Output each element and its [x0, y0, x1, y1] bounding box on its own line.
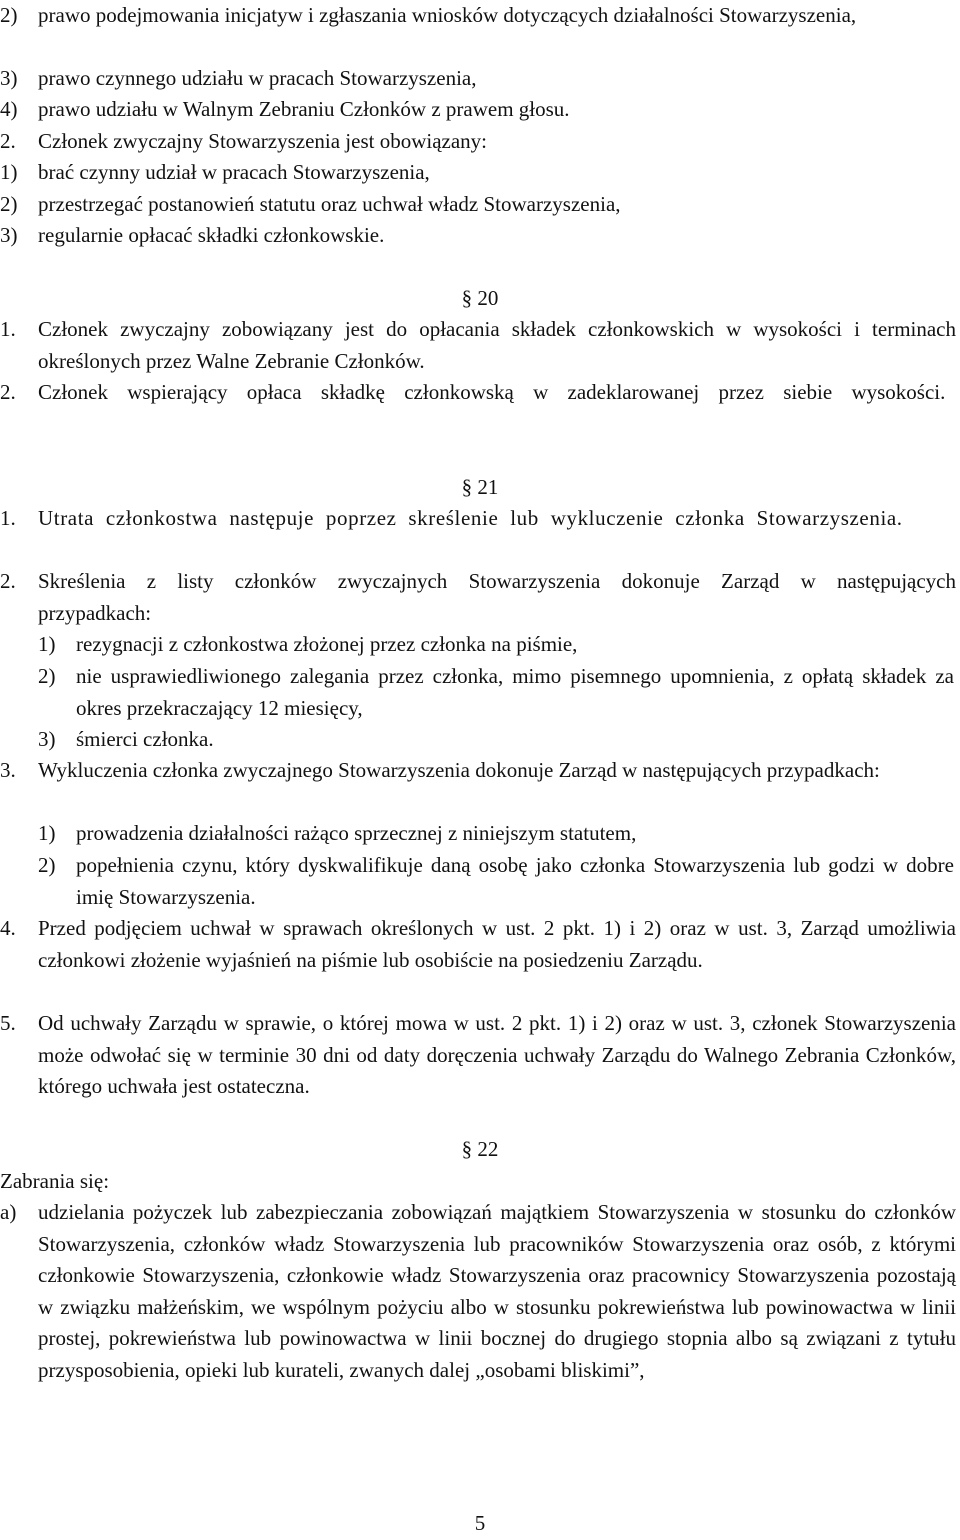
- item-number: 3): [38, 727, 56, 751]
- item-text: brać czynny udział w pracach Stowarzyszenia,: [38, 160, 430, 184]
- item-text: udzielania pożyczek lub zabezpieczania zobowiązań majątkiem Stowarzyszenia w stosunku do członków Stowarzyszenia, członków władz Stowarzyszenia lub pracowników Stowarzyszenia oraz osób, z którymi członkowie Stowarzyszenia, członkowie władz Stowarzyszenia oraz pracownicy Stowarzyszenia pozostają w związku małżeńskim, we wspólnym pożyciu albo w stosunku pokrewieństwa lub powinowactwa w linii prostej, pokrewieństwa lub powinowactwa w linii bocznej do drugiego stopnia albo są związani z tytułu przysposobienia, opieki lub kurateli, zwanych dalej „osobami bliskimi”,: [38, 1200, 956, 1382]
- item-text: regularnie opłacać składki członkowskie.: [38, 223, 385, 247]
- item-number: 1): [38, 632, 56, 656]
- paragraph-number: 2.: [0, 129, 16, 153]
- paragraph-number: 2.: [0, 569, 16, 593]
- item-letter: a): [0, 1200, 17, 1224]
- paragraph-number: 3.: [0, 758, 16, 782]
- paragraph-number: 4.: [0, 916, 16, 940]
- item-number: 2): [0, 192, 18, 216]
- section-heading: § 21: [461, 475, 499, 499]
- item-text: prawo czynnego udziału w pracach Stowarzyszenia,: [38, 66, 477, 90]
- item-number: 4): [0, 97, 18, 121]
- section-heading: § 20: [461, 286, 499, 310]
- page-number: 5: [474, 1511, 486, 1535]
- paragraph-number: 2.: [0, 380, 16, 404]
- paragraph-intro: Zabrania się:: [0, 1169, 110, 1193]
- paragraph-text: Przed podjęciem uchwał w sprawach określonych w ust. 2 pkt. 1) i 2) oraz w ust. 3, Zarząd umożliwia członkowi złożenie wyjaśnień na piśmie lub osobiście na posiedzeniu Zarządu.: [38, 916, 956, 972]
- paragraph-number: 1.: [0, 506, 16, 530]
- paragraph-text: Członek zwyczajny zobowiązany jest do opłacania składek członkowskich w wysokości i terminach określonych przez Walne Zebranie Członków.: [38, 317, 956, 373]
- item-text: prawo podejmowania inicjatyw i zgłaszania wniosków dotyczących działalności Stowarzyszenia,: [38, 3, 857, 27]
- item-number: 1): [38, 821, 56, 845]
- paragraph-number: 1.: [0, 317, 16, 341]
- paragraph-text: Wykluczenia członka zwyczajnego Stowarzyszenia dokonuje Zarząd w następujących przypadkach:: [38, 758, 880, 782]
- item-number: 3): [0, 66, 18, 90]
- item-text: przestrzegać postanowień statutu oraz uchwał władz Stowarzyszenia,: [38, 192, 621, 216]
- item-text: prowadzenia działalności rażąco sprzecznej z niniejszym statutem,: [76, 821, 637, 845]
- paragraph-text: Skreślenia z listy członków zwyczajnych Stowarzyszenia dokonuje Zarząd w następujących przypadkach:: [38, 569, 956, 625]
- item-number: 2): [0, 3, 18, 27]
- item-number: 2): [38, 664, 56, 688]
- item-text: rezygnacji z członkostwa złożonej przez członka na piśmie,: [76, 632, 578, 656]
- item-number: 2): [38, 853, 56, 877]
- item-number: 3): [0, 223, 18, 247]
- item-text: prawo udziału w Walnym Zebraniu Członków z prawem głosu.: [38, 97, 570, 121]
- item-text: śmierci członka.: [76, 727, 214, 751]
- item-text: popełnienia czynu, który dyskwalifikuje daną osobę jako członka Stowarzyszenia lub godzi w dobre imię Stowarzyszenia.: [76, 853, 954, 909]
- paragraph-text: Utrata członkostwa następuje poprzez skreślenie lub wykluczenie członka Stowarzyszenia.: [38, 506, 903, 530]
- paragraph-text: Członek wspierający opłaca składkę członkowską w zadeklarowanej przez siebie wysokości.: [38, 380, 946, 404]
- item-number: 1): [0, 160, 18, 184]
- paragraph-text: Od uchwały Zarządu w sprawie, o której mowa w ust. 2 pkt. 1) i 2) oraz w ust. 3, członek Stowarzyszenia może odwołać się w terminie 30 dni od daty doręczenia uchwały Zarządu do Walnego Zebrania Członków, którego uchwała jest ostateczna.: [38, 1011, 956, 1098]
- paragraph-text: Członek zwyczajny Stowarzyszenia jest obowiązany:: [38, 129, 488, 153]
- item-text: nie usprawiedliwionego zalegania przez członka, mimo pisemnego upomnienia, z opłatą składek za okres przekraczający 12 miesięcy,: [76, 664, 954, 720]
- section-heading: § 22: [461, 1137, 499, 1161]
- paragraph-number: 5.: [0, 1011, 16, 1035]
